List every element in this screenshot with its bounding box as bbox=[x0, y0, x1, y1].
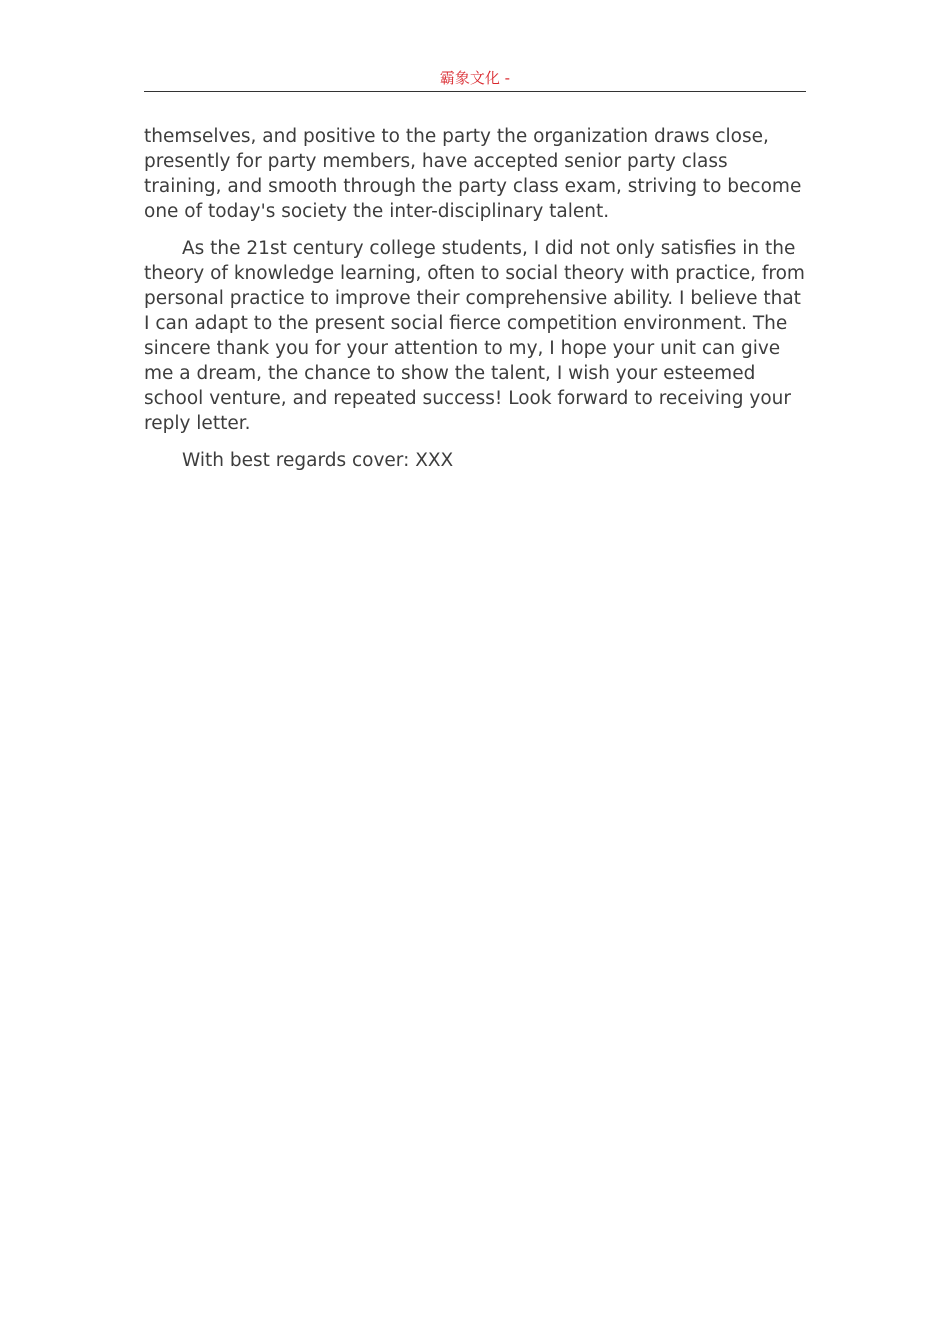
header-title: 霸象文化 - bbox=[439, 69, 511, 87]
paragraph-closing: As the 21st century college students, I did not only satisfies in the theory of knowledge learning, often to social theory with practice, from personal practice to improve their comprehensive ability. I believe that I can adapt to the present social fierce competition environment. The sincere thank you for your attention to my, I hope your unit can give me a dream, the chance to show the talent, I wish your esteemed school venture, and repeated success! Look forward to receiving your reply letter. bbox=[144, 238, 805, 434]
page-header bbox=[144, 66, 806, 92]
paragraph-continuation: themselves, and positive to the party the organization draws close, presently for party members, have accepted senior party class training, and smooth through the party class exam, striving to become one of today's society the inter-disciplinary talent. bbox=[144, 126, 802, 222]
signature-line: With best regards cover: XXX bbox=[182, 450, 454, 471]
document-body bbox=[144, 124, 806, 485]
